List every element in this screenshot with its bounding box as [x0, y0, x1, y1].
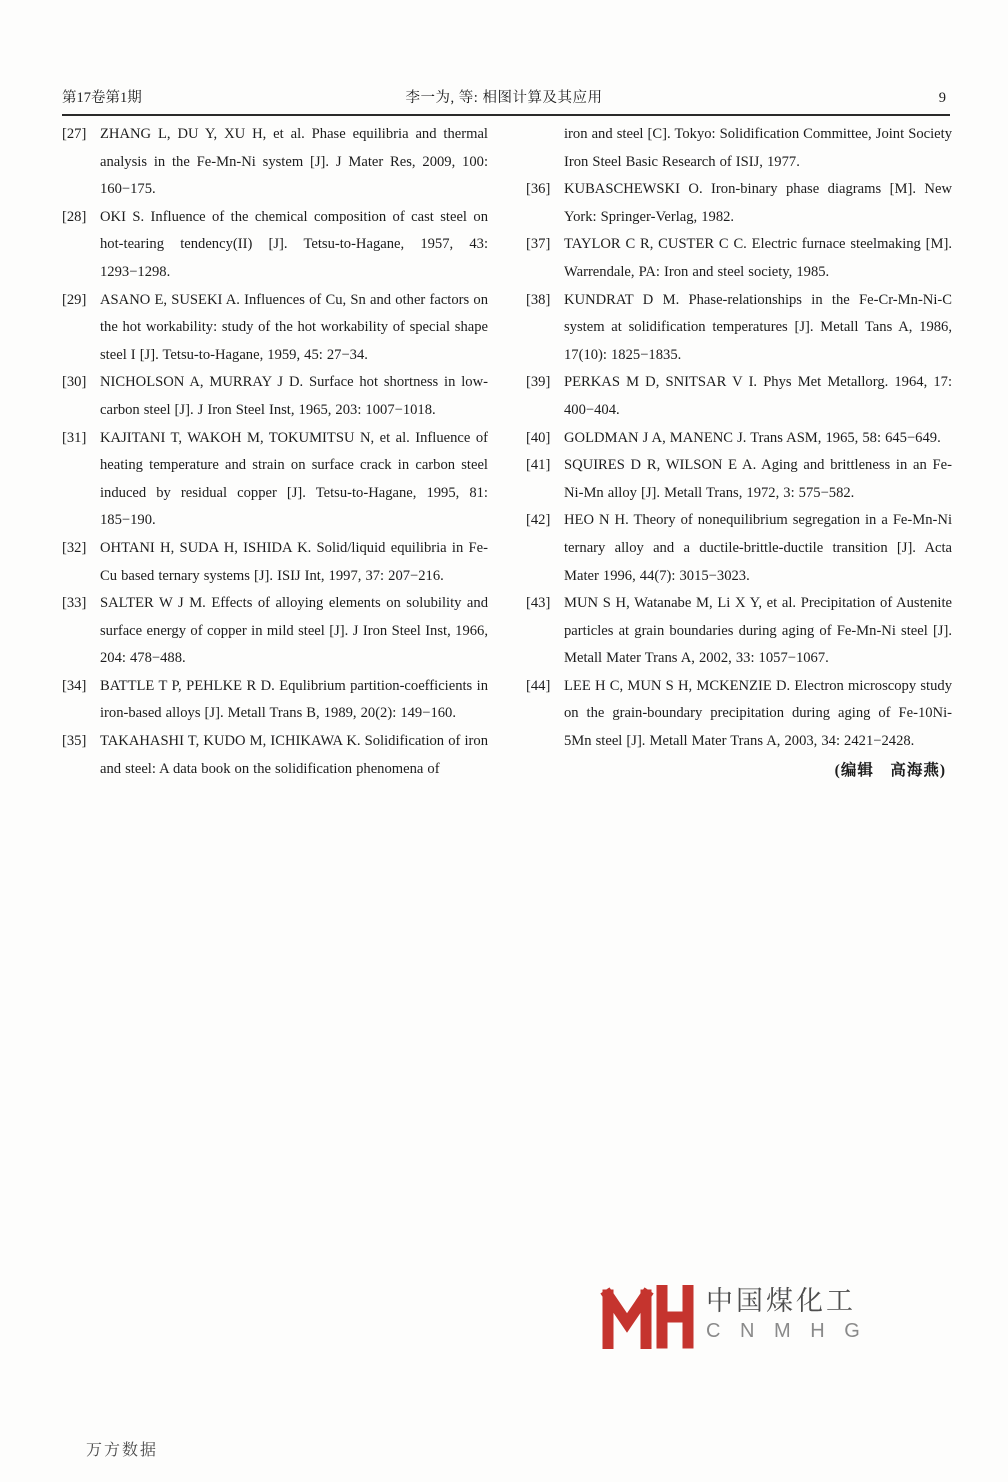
reference-item — [62, 673, 488, 728]
reference-number: [27] — [62, 126, 87, 142]
reference-text: TAYLOR C R, CUSTER C C. Electric furnace steelmaking [M]. Warrendale, PA: Iron and steel society, 1985. — [564, 236, 952, 280]
reference-item — [526, 590, 952, 673]
reference-number: [40] — [526, 429, 551, 446]
reference-number: [38] — [526, 291, 551, 308]
reference-text: PERKAS M D, SNITSAR V I. Phys Met Metallorg. 1964, 17: 400−404. — [564, 374, 952, 418]
wanfang-data-mark: 万方数据 — [86, 1442, 159, 1459]
running-title: 李一为, 等: 相图计算及其应用 — [405, 90, 603, 106]
reference-number: [28] — [62, 208, 87, 225]
reference-item — [526, 452, 952, 507]
reference-item — [526, 425, 952, 453]
references-left-column — [62, 121, 488, 786]
reference-item — [526, 231, 952, 286]
reference-number: [31] — [62, 429, 87, 446]
reference-item — [62, 425, 488, 535]
reference-item — [62, 287, 488, 370]
reference-text: KUNDRAT D M. Phase-relationships in the Fe-Cr-Mn-Ni-C system at solidification temperatures [J]. Metall Tans A, 1986, 17(10): 1825−1835. — [564, 291, 952, 363]
reference-item — [526, 287, 952, 370]
reference-item — [62, 121, 488, 204]
reference-text: LEE H C, MUN S H, MCKENZIE D. Electron microscopy study on the grain-boundary precipitation during aging of Fe-10Ni-5Mn steel [J]. Metall Mater Trans A, 2003, 34: 2421−2428. — [564, 677, 952, 750]
reference-text: TAKAHASHI T, KUDO M, ICHIKAWA K. Solidification of iron and steel: A data book on the solidification phenomena of — [100, 733, 488, 777]
reference-text: MUN S H, Watanabe M, Li X Y, et al. Precipitation of Austenite particles at grain boundaries during aging of Fe-Mn-Ni steel [J]. Metall Mater Trans A, 2002, 33: 1057−1067. — [564, 595, 952, 667]
reference-number: [33] — [62, 595, 87, 612]
reference-number: [39] — [526, 374, 551, 391]
reference-text: ASANO E, SUSEKI A. Influences of Cu, Sn and other factors on the hot workability: study of the hot workability of special shape steel I [J]. Tetsu-to-Hagane, 1959, 45: 27−34. — [100, 291, 488, 363]
reference-number: [44] — [526, 677, 551, 694]
reference-item — [526, 369, 952, 424]
reference-number: [41] — [526, 457, 551, 474]
reference-item — [62, 204, 488, 287]
reference-text: HEO N H. Theory of nonequilibrium segregation in a Fe-Mn-Ni ternary alloy and a ductile-brittle-ductile transition [J]. Acta Mater 1996, 44(7): 3015−3023. — [564, 512, 952, 584]
reference-item — [62, 590, 488, 673]
reference-text: iron and steel [C]. Tokyo: Solidification Committee, Joint Society Iron Steel Basic Research of ISIJ, 1977. — [564, 126, 952, 170]
reference-item — [526, 121, 952, 176]
publisher-watermark — [600, 1285, 867, 1349]
reference-number: [32] — [62, 539, 87, 556]
reference-number: [29] — [62, 291, 87, 308]
editor-note: (编辑 高海燕) — [834, 761, 946, 779]
reference-text: OHTANI H, SUDA H, ISHIDA K. Solid/liquid equilibria in Fe-Cu based ternary systems [J]. ISIJ Int, 1997, 37: 207−216. — [100, 539, 488, 584]
watermark-latin: C N M H G — [706, 1320, 867, 1342]
reference-item — [62, 369, 488, 424]
reference-text: KUBASCHEWSKI O. Iron-binary phase diagrams [M]. New York: Springer-Verlag, 1982. — [564, 181, 952, 225]
reference-text: KAJITANI T, WAKOH M, TOKUMITSU N, et al. Influence of heating temperature and strain on surface crack in carbon steel induced by residual copper [J]. Tetsu-to-Hagane, 1995, 81: 185−190. — [100, 429, 488, 529]
reference-number: [35] — [62, 733, 87, 750]
reference-number: [42] — [526, 512, 551, 529]
reference-number: [30] — [62, 374, 87, 391]
reference-item — [62, 535, 488, 590]
reference-text: OKI S. Influence of the chemical composition of cast steel on hot-tearing tendency(II) [J]. Tetsu-to-Hagane, 1957, 43: 1293−1298. — [100, 208, 488, 280]
reference-item — [62, 728, 488, 783]
journal-issue: 第17卷第1期 — [62, 90, 142, 106]
watermark-chinese: 中国煤化工 — [706, 1286, 856, 1316]
reference-number: [43] — [526, 595, 551, 612]
references-right-column — [526, 121, 952, 786]
reference-number: [36] — [526, 181, 551, 198]
reference-text: ZHANG L, DU Y, XU H, et al. Phase equilibria and thermal analysis in the Fe-Mn-Ni system [J]. J Mater Res, 2009, 100: 160−175. — [100, 126, 488, 198]
reference-number: [34] — [62, 677, 87, 694]
page-number: 9 — [938, 90, 946, 106]
reference-text: BATTLE T P, PEHLKE R D. Equlibrium partition-coefficients in iron-based alloys [J]. Metall Trans B, 1989, 20(2): 149−160. — [100, 677, 488, 722]
reference-text: GOLDMAN J A, MANENC J. Trans ASM, 1965, 58: 645−649. — [564, 429, 941, 446]
reference-item — [526, 176, 952, 231]
reference-number: [37] — [526, 236, 551, 253]
page-header — [62, 86, 950, 116]
reference-text: NICHOLSON A, MURRAY J D. Surface hot shortness in low-carbon steel [J]. J Iron Steel Inst, 1965, 203: 1007−1018. — [100, 374, 488, 418]
reference-number — [526, 121, 564, 176]
references-section — [62, 121, 952, 786]
reference-item — [526, 673, 952, 756]
reference-text: SALTER W J M. Effects of alloying elements on solubility and surface energy of copper in mild steel [J]. J Iron Steel Inst, 1966, 204: 478−488. — [100, 595, 488, 667]
watermark-text — [706, 1285, 867, 1345]
reference-item — [526, 507, 952, 590]
mh-logo-icon — [600, 1285, 694, 1349]
reference-text: SQUIRES D R, WILSON E A. Aging and brittleness in an Fe-Ni-Mn alloy [J]. Metall Trans, 1972, 3: 575−582. — [564, 457, 952, 501]
